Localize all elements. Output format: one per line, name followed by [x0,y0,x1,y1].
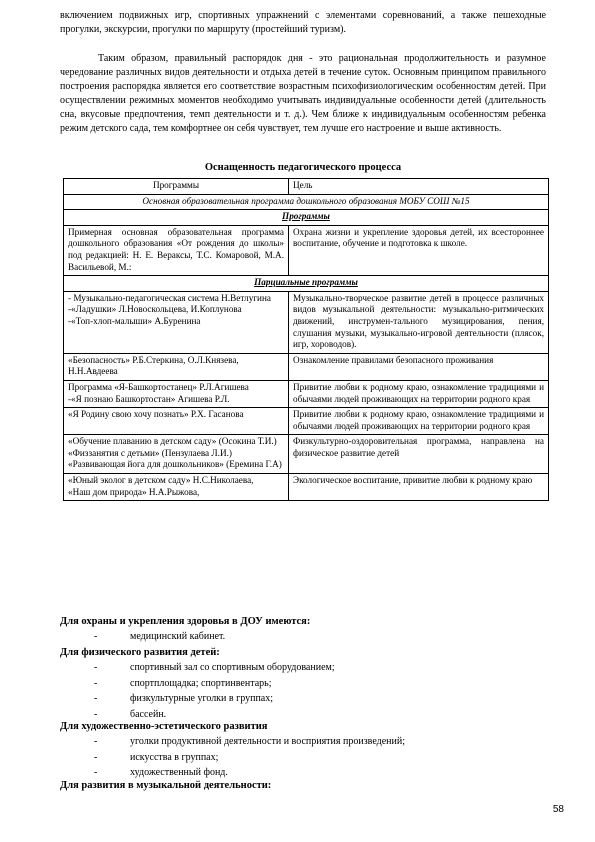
goal-cell: Привитие любви к родному краю, ознакомление традициями и обычаями людей проживающих на территории родного края [289,408,549,435]
program-cell: Примерная основная образовательная программа дошкольного образования «От рождения до школы» под редакцией: Н. Е. Вераксы, Т.С. Комаровой, М.А. Васильевой, М.: [64,225,289,275]
list-item: - медицинский кабинет. [94,631,226,642]
goal-cell: Физкультурно-оздоровительная программа, направлена на физическое развитие детей [289,435,549,474]
program-line: «Юный эколог в детском саду» Н.С.Николаева, [68,475,254,486]
header-goal: Цель [289,179,549,195]
section-title: Оснащенность педагогического процесса [204,162,402,173]
list-item: - искусства в группах; [94,751,219,763]
table-header-row [64,179,549,195]
list-item: - художественный фонд. [94,767,228,778]
program-cell [64,380,289,407]
list-item: - физкультурные уголки в группах; [94,693,274,704]
programs-heading-row [64,210,549,226]
table-row [64,225,549,275]
art-section [60,720,546,781]
section-heading: Для развития в музыкальной деятельности: [60,780,272,791]
partial-heading-row [64,276,549,292]
programs-heading: Программы [64,210,549,226]
main-program-row [64,194,549,210]
section-heading: Для охраны и укрепления здоровья в ДОУ имеются: [60,616,311,627]
section-heading: Для физического развития детей: [60,647,220,658]
goal-cell: Экологическое воспитание, привитие любви к родному краю [289,474,549,501]
table-row [64,380,549,407]
list-item: - спортплощадка; спортинвентарь; [94,677,272,689]
goal-cell: Привитие любви к родному краю, ознакомление традициями и обычаями людей проживающих на территории родного края [289,380,549,407]
intro-paragraph-2: Таким образом, правильный распорядок дня - это рациональная продолжительность и разумное чередование различных видов деятельности и отдыха детей в течение суток. Основным принципом правильного построения распорядка является его соответствие возрастным психофизиологическим особенностям детей. При осуществлении режимных моментов необходимо учитывать индивидуальные особенности детей (длительность сна, вкусовые предпочтения, темп деятельности и т. д.). Чем ближе к индивидуальным особенностям ребенка режим детского сада, тем комфортнее он себя чувствует, тем лучше его настроение и выше активность. [60,53,546,134]
program-line: - Музыкально-педагогическая система Н.Ветлугина [68,292,271,303]
list-item: - уголки продуктивной деятельности и восприятия произведений; [94,736,405,747]
program-cell [64,474,289,501]
program-line: -«Я познаю Башкортостан» Агишева Р.Л. [68,393,230,404]
bullet-list [60,660,546,722]
program-line: Программа «Я-Башкортостанец» Р.Л.Агишева [68,381,249,392]
physical-section [60,646,546,722]
program-line: «Безопасность» Р.Б.Стеркина, О.Л.Князева, Н.Н.Авдеева [68,354,239,377]
intro-paragraph-1: включением подвижных игр, спортивных упражнений с элементами соревнований, а также пешеходные прогулки, экскурсии, прогулки по маршруту (простейший туризм). [60,10,546,35]
health-section [60,615,546,645]
program-cell [64,435,289,474]
program-cell [64,408,289,435]
program-line: -«Ладушки» Л.Новоскольцева, И.Коплунова [68,304,242,315]
program-line: «Обучение плаванию в детском саду» (Осокина Т.И.) [68,436,277,447]
goal-cell: Охрана жизни и укрепление здоровья детей, их всестороннее воспитание, обучение и подготовка к школе. [289,225,549,275]
program-line: «Я Родину свою хочу познать» Р.Х. Гасанова [68,409,244,420]
program-line: -«Топ-хлоп-малыши» А.Буренина [68,315,201,326]
programs-table [63,178,549,501]
bullet-list [60,734,546,781]
bullet-list [60,629,546,645]
program-cell [64,291,289,353]
program-line: «Развивающая йога для дошкольников» (Еремина Г.А) [68,459,282,470]
page-number: 58 [552,804,564,815]
table-row [64,474,549,501]
table-row [64,291,549,353]
goal-cell: Музыкально-творческое развитие детей в процессе различных видов музыкальной деятельности: музыкально-ритмических движений, инструмен-тального музицирования, пения, слушания музыки, музыкально-игровой деятельности (плясок, игр, хороводов). [289,291,549,353]
main-program-cell: Основная образовательная программа дошкольного образования МОБУ СОШ №15 [64,194,549,210]
goal-cell: Ознакомление правилами безопасного проживания [289,353,549,380]
program-cell [64,353,289,380]
table-row [64,353,549,380]
music-section [60,779,546,793]
list-item: - бассейн. [94,708,167,720]
table-row [64,408,549,435]
program-line: «Наш дом природа» Н.А.Рыжова, [68,486,200,497]
program-line: «Физзанятия с детьми» (Пензулаева Л.И.) [68,447,232,458]
list-item: - спортивный зал со спортивным оборудованием; [94,662,335,673]
header-programs: Программы [64,179,289,195]
table-row [64,435,549,474]
section-heading: Для художественно-эстетического развития [60,721,268,732]
partial-heading: Парциальные программы [64,276,549,292]
